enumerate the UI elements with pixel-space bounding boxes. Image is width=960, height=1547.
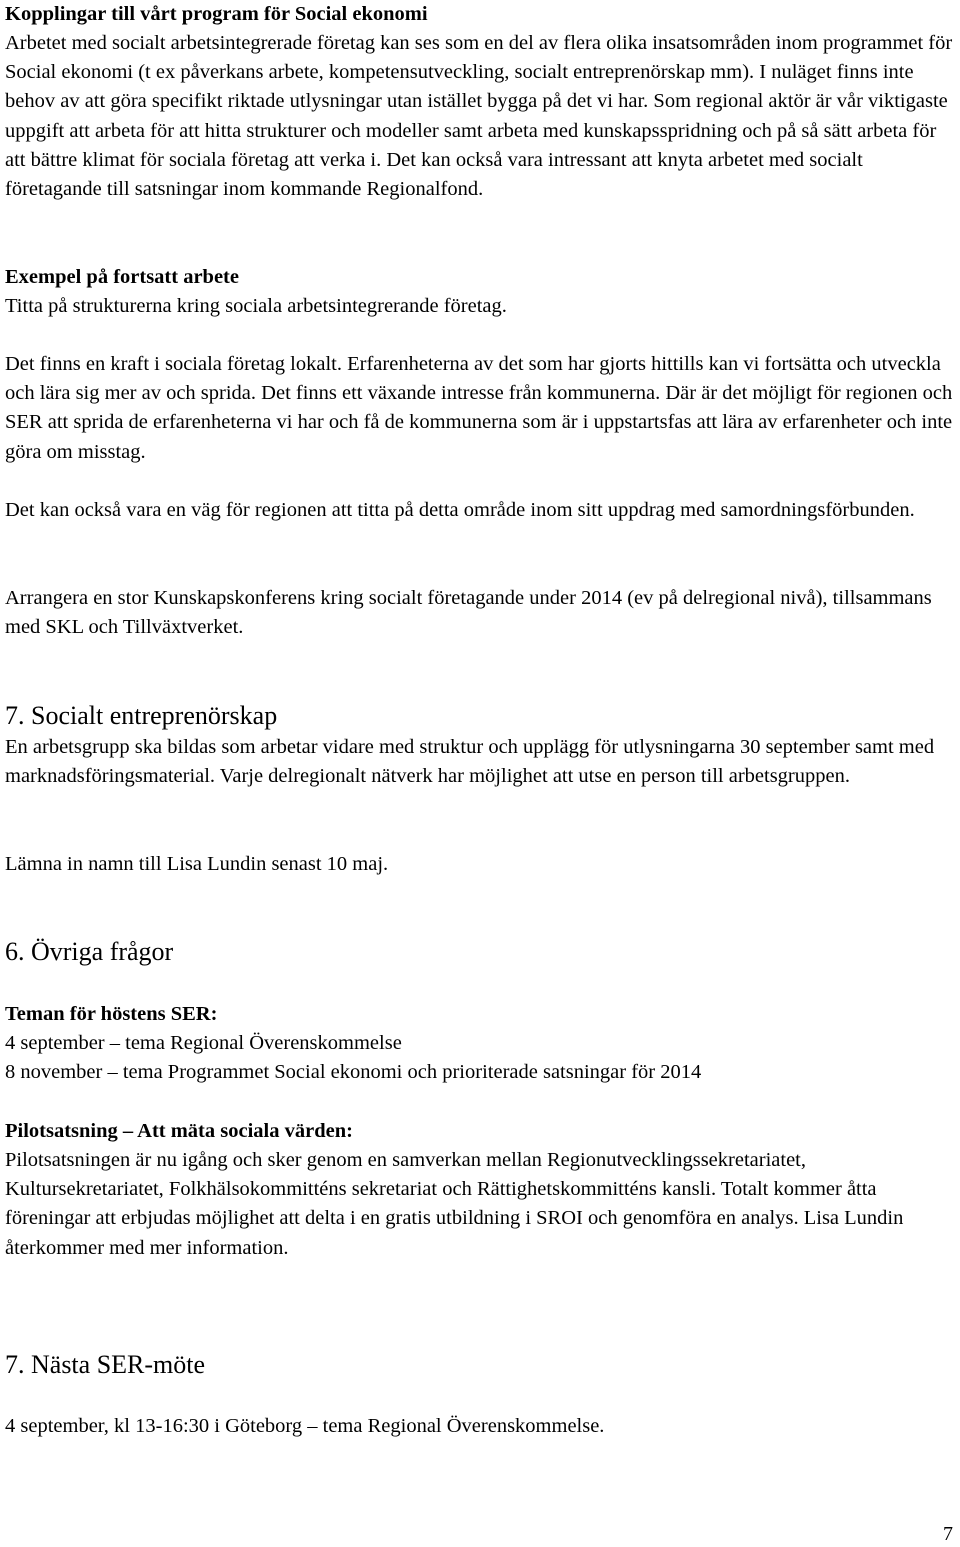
kopplingar-heading: Kopplingar till vårt program för Social ekonomi xyxy=(5,3,428,25)
exempel-paragraph-3: Det kan också vara en väg för regionen att titta på detta område inom sitt uppdrag med samordningsförbunden. xyxy=(5,499,915,521)
section-7a-heading: 7. Socialt entreprenörskap xyxy=(5,701,278,730)
kopplingar-text-1: Arbetet med socialt arbetsintegrerade företag kan ses som en del av flera olika insatsområden inom programmet för Social ekonomi (t ex påverkans arbete, kompetensutveckling, socialt entreprenörskap mm). I nuläget finns inte behov av att göra specifikt riktade utlysningar utan istället bygga på det vi har. xyxy=(5,32,953,113)
section-7b-heading: 7. Nästa SER-möte xyxy=(5,1350,206,1379)
teman-heading: Teman för höstens SER: xyxy=(5,1003,218,1025)
kopplingar-paragraph xyxy=(5,29,957,204)
teman-item-2: 8 november – tema Programmet Social ekonomi och prioriterade satsningar för 2014 xyxy=(5,1061,702,1083)
kopplingar-text-3: Det kan också vara intressant att knyta arbetet med socialt företagande till satsningar inom kommande Regionalfond. xyxy=(5,148,863,201)
exempel-paragraph-4: Arrangera en stor Kunskapskonferens kring socialt företagande under 2014 (ev på delregional nivå), tillsammans med SKL och Tillväxtverket. xyxy=(5,587,932,639)
exempel-line-1: Titta på strukturerna kring sociala arbetsintegrerande företag. xyxy=(5,295,507,317)
section-7a-paragraph-2: Lämna in namn till Lisa Lundin senast 10 maj. xyxy=(5,853,389,875)
exempel-heading: Exempel på fortsatt arbete xyxy=(5,266,239,288)
kopplingar-text-2: Som regional aktör är vår viktigaste uppgift att arbeta för att hitta strukturer och modeller samt arbeta med kunskapsspridning och på så sätt arbeta för att bättre klimat för sociala företag att verka i. xyxy=(5,90,948,171)
section-6-heading: 6. Övriga frågor xyxy=(5,937,174,966)
page-number: 7 xyxy=(943,1523,953,1545)
exempel-paragraph-2: Det finns en kraft i sociala företag lokalt. Erfarenheterna av det som har gjorts hittills kan vi fortsätta och utveckla och lära sig mer av och sprida. Det finns ett växande intresse från kommunerna. Där är det möjligt för regionen och SER att sprida de erfarenheterna vi har och få de kommunerna som är i uppstartsfas att lära av erfarenheter och inte göra om misstag. xyxy=(5,353,953,463)
section-7a-paragraph-1: En arbetsgrupp ska bildas som arbetar vidare med struktur och upplägg för utlysningarna 30 september samt med marknadsföringsmaterial. Varje delregionalt nätverk har möjlighet att utse en person till arbetsgruppen. xyxy=(5,736,935,788)
section-7b-text: 4 september, kl 13-16:30 i Göteborg – tema Regional Överenskommelse. xyxy=(5,1415,605,1437)
teman-item-1: 4 september – tema Regional Överenskommelse xyxy=(5,1032,402,1054)
pilot-heading: Pilotsatsning – Att mäta sociala värden: xyxy=(5,1120,353,1142)
pilot-text: Pilotsatsningen är nu igång och sker genom en samverkan mellan Regionutvecklingssekretariatet, Kultursekretariatet, Folkhälsokommitténs sekretariat och Rättighetskommitténs kansli. Totalt kommer åtta föreningar att erbjudas möjlighet att delta i en gratis utbildning i SROI och genomföra en analys. Lisa Lundin återkommer med mer information. xyxy=(5,1149,904,1259)
